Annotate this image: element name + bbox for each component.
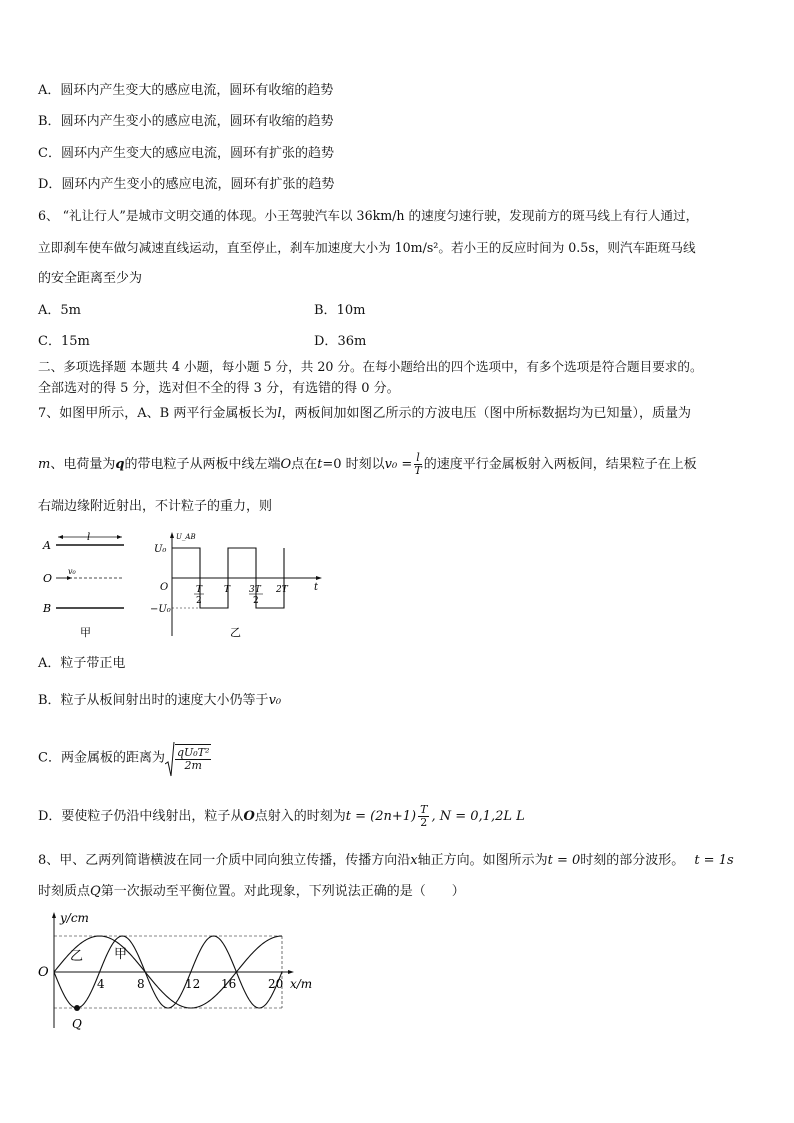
figure-waves: [34, 908, 334, 1033]
neg-u0-label: −U₀: [150, 604, 171, 615]
figure-plates: [38, 530, 138, 645]
tick-t-half-den: 2: [196, 596, 202, 606]
arrow-head-right: [117, 535, 122, 539]
tick-3t-half-den: 2: [253, 596, 259, 606]
figure-jia-caption: 甲: [80, 626, 91, 639]
tick-t: T: [224, 585, 231, 595]
q6-option-d: D．36m: [314, 334, 367, 349]
wave-yi-label: 乙: [70, 949, 84, 964]
q7-stem-line2: m、电荷量为q的带电粒子从两板中线左端O点在t=0 时刻以v₀ = $\frac{l}{T}$ 的速度平行金属板射入两板间，结果粒子在上板: [38, 451, 697, 477]
section2-heading-line2: 全部选对的得 5 分，选对但不全的得 3 分，有选错的得 0 分。: [38, 381, 400, 396]
origin-label: O: [38, 965, 49, 980]
x-axis-label: x/m: [290, 977, 313, 991]
point-q-label: Q: [72, 1017, 82, 1031]
q8-stem-line1: 8、甲、乙两列简谐横波在同一介质中同向独立传播，传播方向沿x轴正方向。如图所示为t = 0时刻的部分波形。 t = 1s: [38, 853, 734, 868]
plate-a-label: A: [43, 539, 51, 552]
q6-stem-line2: 立即刹车使车做匀减速直线运动，直至停止，刹车加速度大小为 10m/s²。若小王的反应时间为 0.5s，则汽车距斑马线: [38, 240, 696, 255]
q7-option-c: C．两金属板的距离为 $\frac{\text{qU₀T²}}{2m}$: [38, 744, 213, 772]
plate-b-label: B: [43, 602, 52, 615]
wave-jia-label: 甲: [114, 947, 128, 962]
tick-t-half-num: T: [196, 585, 203, 595]
x-tick-12: 12: [185, 977, 201, 991]
x-tick-4: 4: [97, 977, 105, 991]
q5-option-c: C．圆环内产生变大的感应电流，圆环有扩张的趋势: [38, 146, 334, 161]
q5-option-b: B．圆环内产生变小的感应电流，圆环有收缩的趋势: [38, 114, 334, 129]
x-tick-8: 8: [137, 977, 145, 991]
v0-label: v₀: [68, 567, 76, 576]
y-axis-arrow: [52, 912, 56, 918]
v0-arrow-head: [67, 576, 72, 580]
q6-stem-line1: 6、 “礼让行人”是城市文明交通的体现。小王驾驶汽车以 36km/h 的速度匀速行驶，发现前方的斑马线上有行人通过，: [38, 208, 699, 223]
t-axis-label: t: [314, 582, 319, 593]
origin-o-label: O: [43, 572, 53, 585]
x-tick-20: 20: [268, 977, 284, 991]
q7-option-a: A．粒子带正电: [38, 656, 126, 671]
arrow-head-left: [58, 535, 63, 539]
u0-label: U₀: [154, 544, 167, 555]
q8-stem-line2: 时刻质点Q第一次振动至平衡位置。对此现象，下列说法正确的是（ ）: [38, 884, 465, 899]
v0-fraction: $\frac{l}{T}$: [414, 451, 422, 477]
section2-heading-line1: 二、多项选择题 本题共 4 小题，每小题 5 分，共 20 分。在每小题给出的四个选项中，有多个选项是符合题目要求的。: [38, 359, 703, 374]
q7-stem-line1: 7、如图甲所示，A、B 两平行金属板长为l，两板间加如图乙所示的方波电压（图中所标数据均为已知量），质量为: [38, 406, 692, 421]
uab-label: U_AB: [176, 533, 196, 541]
u-axis-arrow: [170, 532, 174, 538]
y-axis-label: y/cm: [60, 911, 89, 925]
q7-stem-line3: 右端边缘附近射出，不计粒子的重力，则: [38, 499, 273, 514]
tick-3t-half-num: 3T: [249, 585, 261, 595]
q6-option-b: B．10m: [314, 303, 366, 318]
tick-2t: 2T: [276, 585, 288, 595]
x-tick-16: 16: [221, 977, 237, 991]
figure-square-wave: [148, 528, 328, 646]
length-label: l: [87, 532, 91, 543]
q7-option-b: B．粒子从板间射出时的速度大小仍等于v₀: [38, 693, 282, 708]
q5-option-d: D．圆环内产生变小的感应电流，圆环有扩张的趋势: [38, 177, 335, 192]
q7-option-d: D．要使粒子仍沿中线射出，粒子从O点射入的时刻为t = (2n+1) $\frac{T}{2}$ , N = 0,1,2L L: [38, 803, 525, 829]
sqrt-expression: $\frac{\text{qU₀T²}}{2m}$: [165, 744, 213, 772]
q6-stem-line3: 的安全距离至少为: [38, 271, 143, 286]
figure-yi-caption: 乙: [230, 626, 241, 639]
t-axis-arrow: [316, 576, 322, 580]
q6-option-a: A．5m: [38, 303, 81, 318]
q6-option-c: C．15m: [38, 334, 90, 349]
x-axis-arrow: [288, 970, 294, 974]
q5-option-a: A．圆环内产生变大的感应电流，圆环有收缩的趋势: [38, 83, 334, 98]
point-q: [74, 1005, 80, 1011]
origin-label: O: [160, 582, 169, 593]
